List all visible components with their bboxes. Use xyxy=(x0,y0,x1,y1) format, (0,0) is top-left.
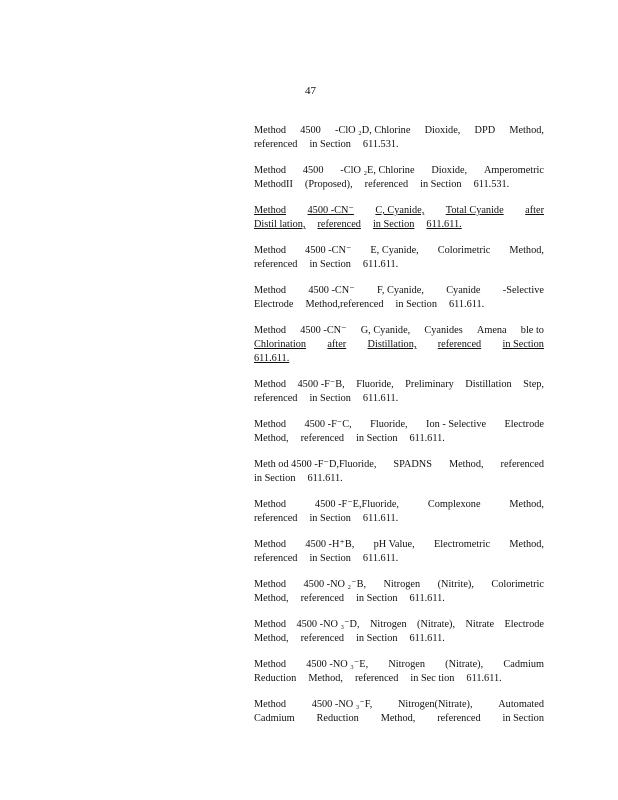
entry-word: Method, xyxy=(448,459,484,470)
method-entry xyxy=(254,164,544,192)
entry-word: Method xyxy=(254,325,287,336)
entry-word: referenced xyxy=(300,593,345,604)
entry-word: in Sec tion xyxy=(410,673,455,684)
entry-word: 611.611. xyxy=(409,433,445,444)
method-entry-line xyxy=(254,138,544,152)
entry-word: after xyxy=(525,205,544,216)
entry-word: F, Cyanide, xyxy=(376,285,424,296)
entry-word: in Section xyxy=(502,713,544,724)
entry-word: Colorimetric xyxy=(437,245,491,256)
method-entry-line xyxy=(254,178,544,192)
entry-word: 4500 -NO ₃⁻D, xyxy=(296,619,360,630)
entry-word: referenced xyxy=(354,673,399,684)
method-entry-line xyxy=(254,472,544,486)
entry-word: Electrode xyxy=(504,419,544,430)
entry-word: Method, xyxy=(509,539,544,550)
entry-word: Method, xyxy=(254,433,289,444)
entry-word: 4500 -NO ₂⁻B, xyxy=(303,579,367,590)
entry-word: Dioxide, xyxy=(424,125,461,136)
entry-word: 611.611. xyxy=(254,353,290,364)
entry-word: Method xyxy=(254,245,287,256)
entry-word: referenced xyxy=(300,433,345,444)
entry-word: Colorimetric xyxy=(491,579,544,590)
entry-word: Distillation, xyxy=(367,339,417,350)
entry-word: referenced xyxy=(254,513,298,524)
entry-word: E, Cyanide, xyxy=(370,245,419,256)
entry-word: in Section xyxy=(309,553,351,564)
entry-word: in Section xyxy=(309,513,351,524)
method-entry-line xyxy=(254,298,544,312)
entry-word: Amena xyxy=(476,325,507,336)
entry-word: in Section xyxy=(420,179,462,190)
entry-word: Electrode xyxy=(504,619,544,630)
entry-word: Preliminary xyxy=(405,379,454,390)
entry-word: Nitrogen xyxy=(388,659,425,670)
method-entry-line xyxy=(254,538,544,552)
entry-word: Cadmium xyxy=(254,713,295,724)
entry-word: Method xyxy=(254,659,287,670)
method-entry xyxy=(254,538,544,566)
entry-word: in Section xyxy=(356,433,398,444)
entry-word: Method xyxy=(254,699,287,710)
method-entry-line xyxy=(254,632,544,646)
method-entry-line xyxy=(254,392,544,406)
entry-word: Ion - Selective xyxy=(426,419,487,430)
entry-word: Cadmium xyxy=(503,659,544,670)
method-entry-line xyxy=(254,512,544,526)
method-entry-line xyxy=(254,218,544,232)
entry-word: -ClO ₂E, Chlorine xyxy=(340,165,415,176)
entry-word: 4500 -F⁻E,Fluoride, xyxy=(314,499,400,510)
method-entry-line xyxy=(254,352,544,366)
entry-word: 611.611. xyxy=(362,553,399,564)
entry-word: (Proposed), xyxy=(304,179,353,190)
entry-word: 4500 -F⁻C, xyxy=(304,419,352,430)
entry-word: Cyanides xyxy=(424,325,463,336)
entry-word: Automated xyxy=(498,699,544,710)
entry-word: Chlorination xyxy=(254,339,307,350)
method-entry xyxy=(254,658,544,686)
method-entry xyxy=(254,378,544,406)
entry-word: Method xyxy=(254,539,287,550)
entry-word: Complexone xyxy=(427,499,481,510)
entry-word: 611.611. xyxy=(362,513,399,524)
entry-word: Nitrate xyxy=(465,619,495,630)
entry-word: Method, xyxy=(308,673,343,684)
entry-word: 4500 -H⁺B, xyxy=(305,539,355,550)
method-entry-line xyxy=(254,672,544,686)
method-entry-line xyxy=(254,378,544,392)
entry-word: 611.531. xyxy=(362,139,399,150)
entry-word: pH Value, xyxy=(373,539,415,550)
entry-word: Method xyxy=(254,419,287,430)
entry-word: referenced xyxy=(254,393,298,404)
method-entry-line xyxy=(254,552,544,566)
method-entry xyxy=(254,244,544,272)
entry-word: 4500 -NO ₃⁻E, xyxy=(306,659,369,670)
entry-word: Method xyxy=(254,619,287,630)
entry-word: referenced xyxy=(500,459,544,470)
entry-word: SPADNS xyxy=(393,459,432,470)
entry-word: Total Cyanide xyxy=(445,205,504,216)
entry-word: Method, xyxy=(254,633,289,644)
method-entry xyxy=(254,284,544,312)
entry-word: in Section xyxy=(254,473,296,484)
entry-word: referenced xyxy=(254,259,298,270)
entry-word: Method, xyxy=(254,593,289,604)
entry-word: 4500 xyxy=(300,125,321,136)
method-entry-line xyxy=(254,498,544,512)
entry-word: Method xyxy=(254,285,287,296)
entry-word: Method xyxy=(254,379,287,390)
method-entry-line xyxy=(254,258,544,272)
entry-word: -ClO ₂D, Chlorine xyxy=(335,125,411,136)
entry-word: in Section xyxy=(372,219,415,230)
method-entry-line xyxy=(254,418,544,432)
entry-word: Method xyxy=(254,499,287,510)
entry-word: Amperometric xyxy=(483,165,544,176)
entry-word: Meth od 4500 -F⁻D,Fluoride, xyxy=(254,459,377,470)
entry-word: in Section xyxy=(356,593,398,604)
entry-word: Fluoride, xyxy=(356,379,394,390)
entry-word: in Section xyxy=(502,339,544,350)
entry-word: Method xyxy=(254,579,287,590)
method-entry-line xyxy=(254,578,544,592)
entry-word: 4500 -CN⁻ xyxy=(308,285,355,296)
entry-word: 4500 -CN⁻ xyxy=(305,245,352,256)
entry-word: ble to xyxy=(520,325,544,336)
entry-word: referenced xyxy=(437,339,482,350)
entry-word: MethodII xyxy=(254,179,293,190)
method-entry xyxy=(254,618,544,646)
entry-word: 611.611. xyxy=(409,633,445,644)
method-entry xyxy=(254,498,544,526)
method-entry-line xyxy=(254,244,544,258)
entry-word: Fluoride, xyxy=(370,419,408,430)
entry-word: 4500 -CN⁻ xyxy=(300,325,347,336)
entry-word: Distillation xyxy=(465,379,512,390)
entry-word: G, Cyanide, xyxy=(360,325,411,336)
entry-word: C, Cyanide, xyxy=(375,205,425,216)
method-entry-line xyxy=(254,698,544,712)
entry-word: (Nitrate), xyxy=(445,659,484,670)
method-entry-line xyxy=(254,338,544,352)
entry-word: Nitrogen xyxy=(383,579,421,590)
entry-word: 611.611. xyxy=(362,259,399,270)
method-entry-line xyxy=(254,204,544,218)
entry-word: Distil lation, xyxy=(254,219,306,230)
entry-word: Reduction xyxy=(254,673,297,684)
entry-word: Electrometric xyxy=(434,539,491,550)
entry-word: Nitrogen(Nitrate), xyxy=(397,699,473,710)
entry-word: 4500 xyxy=(302,165,324,176)
method-entry xyxy=(254,324,544,366)
entry-word: in Section xyxy=(309,393,351,404)
entry-word: 611.611. xyxy=(409,593,445,604)
entry-word: Method xyxy=(254,165,287,176)
entry-word: in Section xyxy=(395,299,437,310)
entry-word: 611.611. xyxy=(362,393,399,404)
method-entry xyxy=(254,124,544,152)
entry-word: Electrode xyxy=(254,299,294,310)
entry-word: 4500 -F⁻B, xyxy=(297,379,345,390)
entry-word: referenced xyxy=(254,139,298,150)
entry-word: referenced xyxy=(317,219,361,230)
entry-word: Method, xyxy=(509,499,544,510)
entry-word: referenced xyxy=(300,633,345,644)
entry-word: referenced xyxy=(364,179,409,190)
entry-word: Method xyxy=(254,125,287,136)
entry-word: (Nitrite), xyxy=(437,579,474,590)
entry-word: Method, xyxy=(380,713,416,724)
entry-word: Dioxide, xyxy=(431,165,468,176)
entry-word: 611.611. xyxy=(448,299,485,310)
method-entry xyxy=(254,458,544,486)
entry-word: DPD xyxy=(474,125,496,136)
entry-word: Cyanide xyxy=(446,285,481,296)
entry-word: 611.611. xyxy=(426,219,462,230)
entry-word: 611.531. xyxy=(473,179,510,190)
entry-word: (Nitrate), xyxy=(417,619,456,630)
entry-word: Step, xyxy=(523,379,544,390)
entry-word: Reduction xyxy=(316,713,359,724)
page-number: 47 xyxy=(305,85,316,97)
entry-word: 611.611. xyxy=(466,673,502,684)
entry-word: Method xyxy=(254,205,287,216)
entry-word: 611.611. xyxy=(307,473,343,484)
method-entry-line xyxy=(254,324,544,338)
method-entry-line xyxy=(254,712,544,726)
method-entry-line xyxy=(254,164,544,178)
entry-word: after xyxy=(327,339,347,350)
entry-word: Nitrogen xyxy=(369,619,407,630)
method-entry-line xyxy=(254,618,544,632)
entry-word: referenced xyxy=(254,553,298,564)
entry-word: in Section xyxy=(309,139,351,150)
entry-word: 4500 -CN⁻ xyxy=(307,205,354,216)
method-entry xyxy=(254,578,544,606)
method-entry-line xyxy=(254,458,544,472)
method-entry xyxy=(254,418,544,446)
entry-word: 4500 -NO ₃⁻F, xyxy=(311,699,373,710)
method-entry-line xyxy=(254,284,544,298)
method-entry-line xyxy=(254,592,544,606)
entry-word: in Section xyxy=(356,633,398,644)
entry-word: -Selective xyxy=(502,285,544,296)
entry-word: Method, xyxy=(509,245,544,256)
method-entry xyxy=(254,698,544,726)
method-reference-list xyxy=(254,124,544,738)
entry-word: referenced xyxy=(437,713,481,724)
method-entry-line xyxy=(254,432,544,446)
method-entry-line xyxy=(254,124,544,138)
method-entry-line xyxy=(254,658,544,672)
entry-word: Method,referenced xyxy=(305,299,384,310)
entry-word: Method, xyxy=(509,125,544,136)
method-entry xyxy=(254,204,544,232)
entry-word: in Section xyxy=(309,259,351,270)
